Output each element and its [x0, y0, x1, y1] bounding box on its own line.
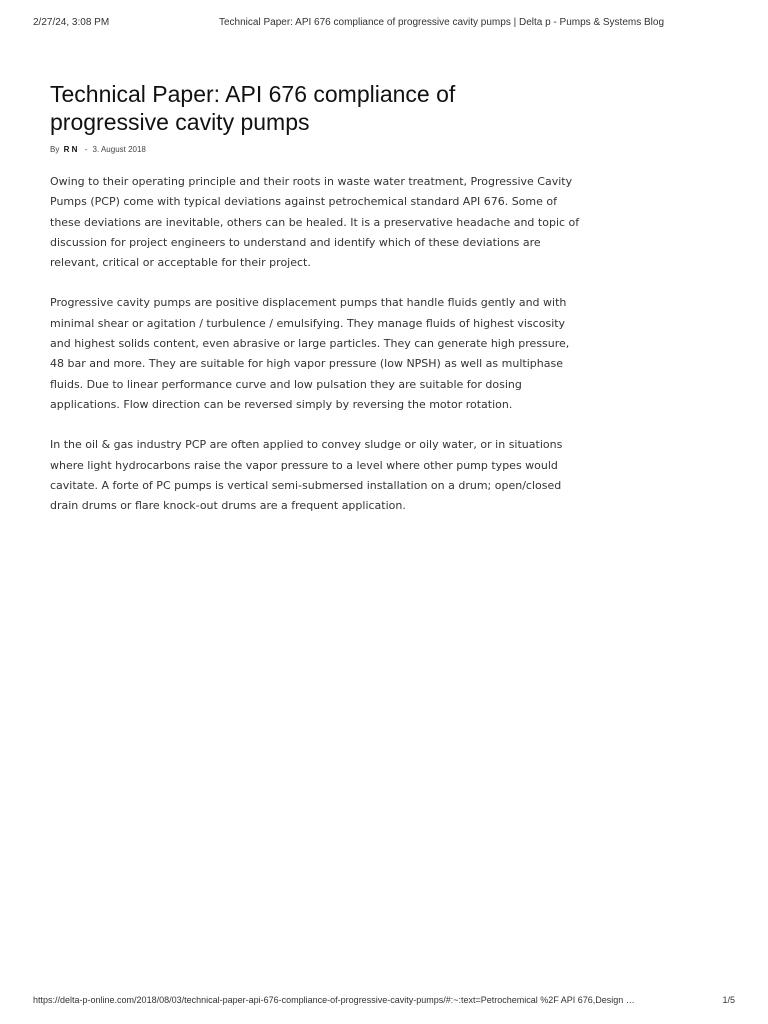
byline-date: 3. August 2018	[92, 145, 146, 154]
print-page-title: Technical Paper: API 676 compliance of progressive cavity pumps | Delta p - Pumps & Systems Blog	[219, 17, 665, 28]
article-body	[50, 172, 580, 516]
print-date: 2/27/24, 3:08 PM	[33, 17, 110, 28]
print-footer	[33, 995, 735, 1007]
print-header	[33, 17, 735, 31]
byline-by-label: By	[50, 145, 60, 154]
article	[50, 80, 580, 536]
byline-author-link[interactable]: R N	[63, 145, 78, 154]
print-page-number: 1/5	[722, 995, 735, 1005]
article-paragraph: In the oil & gas industry PCP are often applied to convey sludge or oily water, or in situations where light hydrocarbons raise the vapor pressure to a level where other pump types would cavitate. A forte of PC pumps is vertical semi-submersed installation on a drum; open/closed drain drums or flare knock-out drums are a frequent application.	[50, 438, 563, 513]
byline	[50, 145, 580, 154]
article-paragraph: Owing to their operating principle and their roots in waste water treatment, Progressive Cavity Pumps (PCP) come with typical deviations against petrochemical standard API 676. Some of these deviations are inevitable, others can be healed. It is a preservative headache and topic of discussion for project engineers to understand and identify which of these deviations are relevant, critical or acceptable for their project.	[50, 175, 580, 270]
print-url: https://delta-p-online.com/2018/08/03/technical-paper-api-676-compliance-of-progressive-cavity-pumps/#:~:text=Petrochemical %2F API 676,Design …	[33, 995, 635, 1005]
article-paragraph: Progressive cavity pumps are positive displacement pumps that handle fluids gently and with minimal shear or agitation / turbulence / emulsifying. They manage fluids of highest viscosity and highest solids content, even abrasive or large particles. They can generate high pressure, 48 bar and more. They are suitable for high vapor pressure (low NPSH) as well as multiphase fluids. Due to linear performance curve and low pulsation they are suitable for dosing applications. Flow direction can be reversed simply by reversing the motor rotation.	[50, 296, 570, 411]
byline-separator: -	[84, 145, 88, 154]
article-title: Technical Paper: API 676 compliance of progressive cavity pumps	[50, 81, 456, 135]
